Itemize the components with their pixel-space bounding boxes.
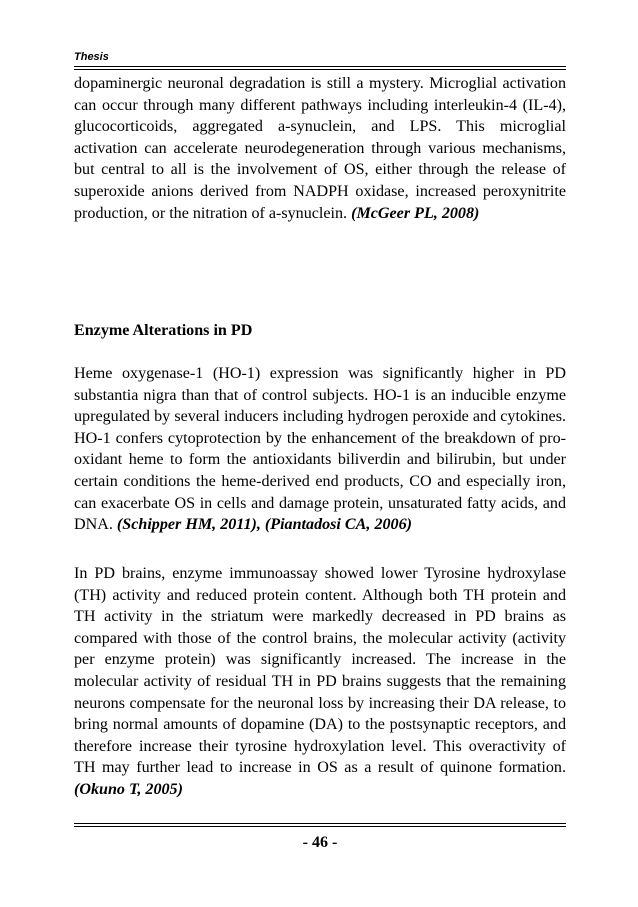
footer-rule	[74, 823, 566, 827]
paragraph-text: In PD brains, enzyme immunoassay showed lower Tyrosine hydroxylase (TH) activity and reduced protein content. Although both TH protein and TH activity in the striatum were markedly decreased in PD brains as compared with those of the control brains, the molecular activity (activity per enzyme protein) was significantly increased. The increase in the molecular activity of residual TH in PD brains suggests that the remaining neurons compensate for the neuronal loss by increasing their DA release, to bring normal amounts of dopamine (DA) to the postsynaptic receptors, and therefore increase their tyrosine hydroxylation level. This overactivity of TH may further lead to increase in OS as a result of quinone formation.	[74, 565, 566, 777]
citation: (McGeer PL, 2008)	[351, 204, 480, 222]
citation: (Schipper HM, 2011), (Piantadosi CA, 2006)	[116, 516, 412, 534]
paragraph-text: dopaminergic neuronal degradation is still a mystery. Microglial activation can occur through many different pathways including interleukin-4 (IL-4), glucocorticoids, aggregated a-synuclein, and LPS. This microglial activation can accelerate neurodegeneration through various mechanisms, but central to all is the involvement of OS, either through the release of superoxide anions derived from NADPH oxidase, increased peroxynitrite production, or the nitration of a-synuclein.	[74, 75, 566, 222]
paragraph-tyrosine-hydroxylase	[74, 563, 566, 801]
paragraph-heme-oxygenase	[74, 363, 566, 536]
document-page	[74, 0, 566, 907]
running-header: Thesis	[74, 51, 109, 63]
section-heading: Enzyme Alterations in PD	[74, 322, 253, 339]
paragraph-text: Heme oxygenase-1 (HO-1) expression was significantly higher in PD substantia nigra than that of control subjects. HO-1 is an inducible enzyme upregulated by several inducers including hydrogen peroxide and cytokines. HO-1 confers cytoprotection by the enhancement of the breakdown of pro-oxidant heme to form the antioxidants biliverdin and bilirubin, but under certain conditions the heme-derived end products, CO and especially iron, can exacerbate OS in cells and damage protein, unsaturated fatty acids, and DNA.	[74, 365, 566, 534]
header-rule	[74, 66, 566, 70]
page-number: - 46 -	[302, 834, 338, 851]
citation: (Okuno T, 2005)	[74, 780, 183, 798]
paragraph-microglial-activation	[74, 73, 566, 224]
